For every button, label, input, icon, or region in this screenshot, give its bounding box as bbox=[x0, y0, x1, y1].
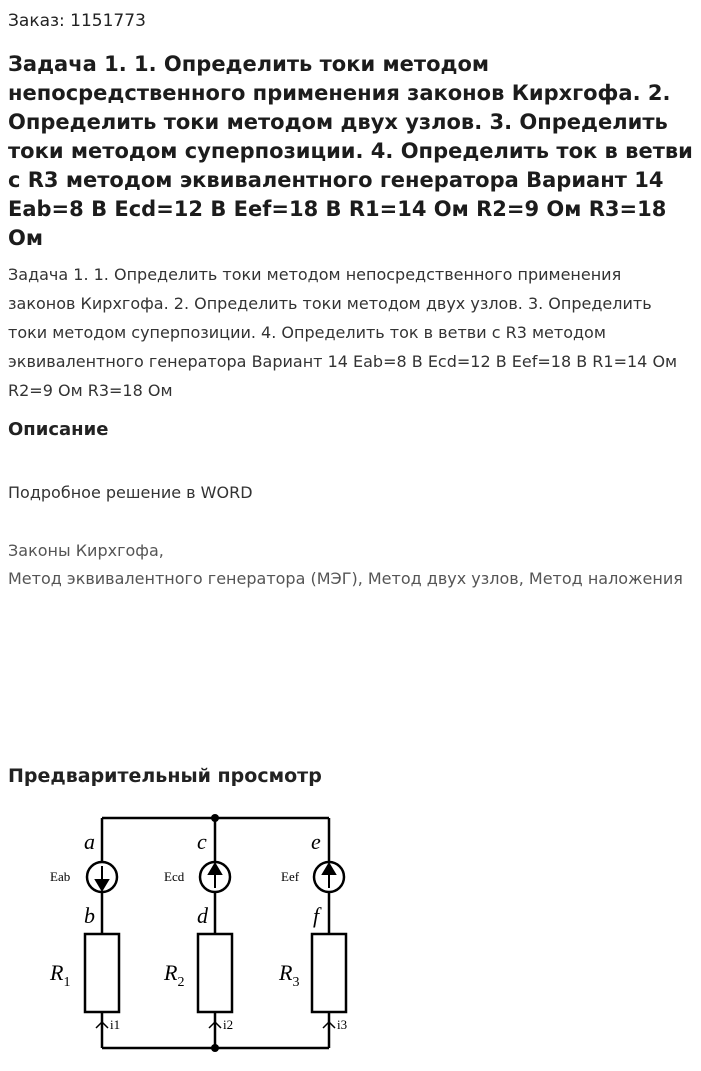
r3-label: $R_3$ bbox=[279, 960, 300, 990]
tag-two-nodes[interactable]: Метод двух узлов, bbox=[367, 569, 524, 588]
r2-label: $R_2$ bbox=[164, 960, 185, 990]
resistor-r3 bbox=[312, 934, 346, 1012]
current-i1-label: i1 bbox=[110, 1017, 121, 1032]
r1-label: $R_1$ bbox=[50, 960, 71, 990]
description-heading: Описание bbox=[8, 419, 109, 440]
task-text: Задача 1. 1. Определить токи методом непосредственного применения законов Кирхгофа. 2. Определить токи методом двух узлов. 3. Определить токи методом суперпозиции. 4. Определить ток в ветви с R3 методом эквивалентного генератора Вариант 14 Eab=8 В Ecd=12 В Eef=18 В R1=14 Ом R2=9 Ом R3=18 Ом bbox=[8, 265, 678, 400]
source-eab-label: Eab bbox=[50, 869, 71, 884]
arrow-down-eab-head bbox=[96, 880, 108, 890]
preview-heading: Предварительный просмотр bbox=[8, 765, 322, 787]
tag-equivalent-generator[interactable]: Метод эквивалентного генератора (МЭГ), bbox=[8, 569, 363, 588]
description-text: Подробное решение в WORD bbox=[8, 483, 253, 502]
tag-list bbox=[8, 537, 693, 593]
page-title: Задача 1. 1. Определить токи методом непосредственного применения законов Кирхгофа. 2. Определить токи методом двух узлов. 3. Определить токи методом суперпозиции. 4. Определить ток в ветви с R3 методом эквивалентного генератора Вариант 14 Eab=8 В Ecd=12 В Eef=18 В R1=14 Ом R2=9 Ом R3=18 Ом bbox=[8, 52, 693, 250]
resistor-r2 bbox=[198, 934, 232, 1012]
current-i3-label: i3 bbox=[337, 1017, 348, 1032]
source-eef-label: Eef bbox=[281, 869, 300, 884]
circuit-diagram bbox=[46, 808, 376, 1058]
junction-top bbox=[211, 814, 219, 822]
arrow-up-eef-head bbox=[323, 864, 335, 874]
junction-bottom bbox=[211, 1044, 219, 1052]
node-e-label: e bbox=[311, 829, 321, 854]
order-number: Заказ: 1151773 bbox=[8, 11, 146, 31]
node-a-label: a bbox=[84, 829, 95, 854]
current-i2-label: i2 bbox=[223, 1017, 234, 1032]
tag-superposition[interactable]: Метод наложения bbox=[528, 569, 683, 588]
resistor-r1 bbox=[85, 934, 119, 1012]
source-ecd-label: Ecd bbox=[164, 869, 185, 884]
node-c-label: c bbox=[197, 829, 207, 854]
tag-kirchhoff[interactable]: Законы Кирхгофа, bbox=[8, 541, 164, 560]
node-d-label: d bbox=[197, 903, 208, 928]
arrow-up-ecd-head bbox=[209, 864, 221, 874]
node-b-label: b bbox=[84, 903, 95, 928]
node-f-label: f bbox=[313, 903, 320, 928]
